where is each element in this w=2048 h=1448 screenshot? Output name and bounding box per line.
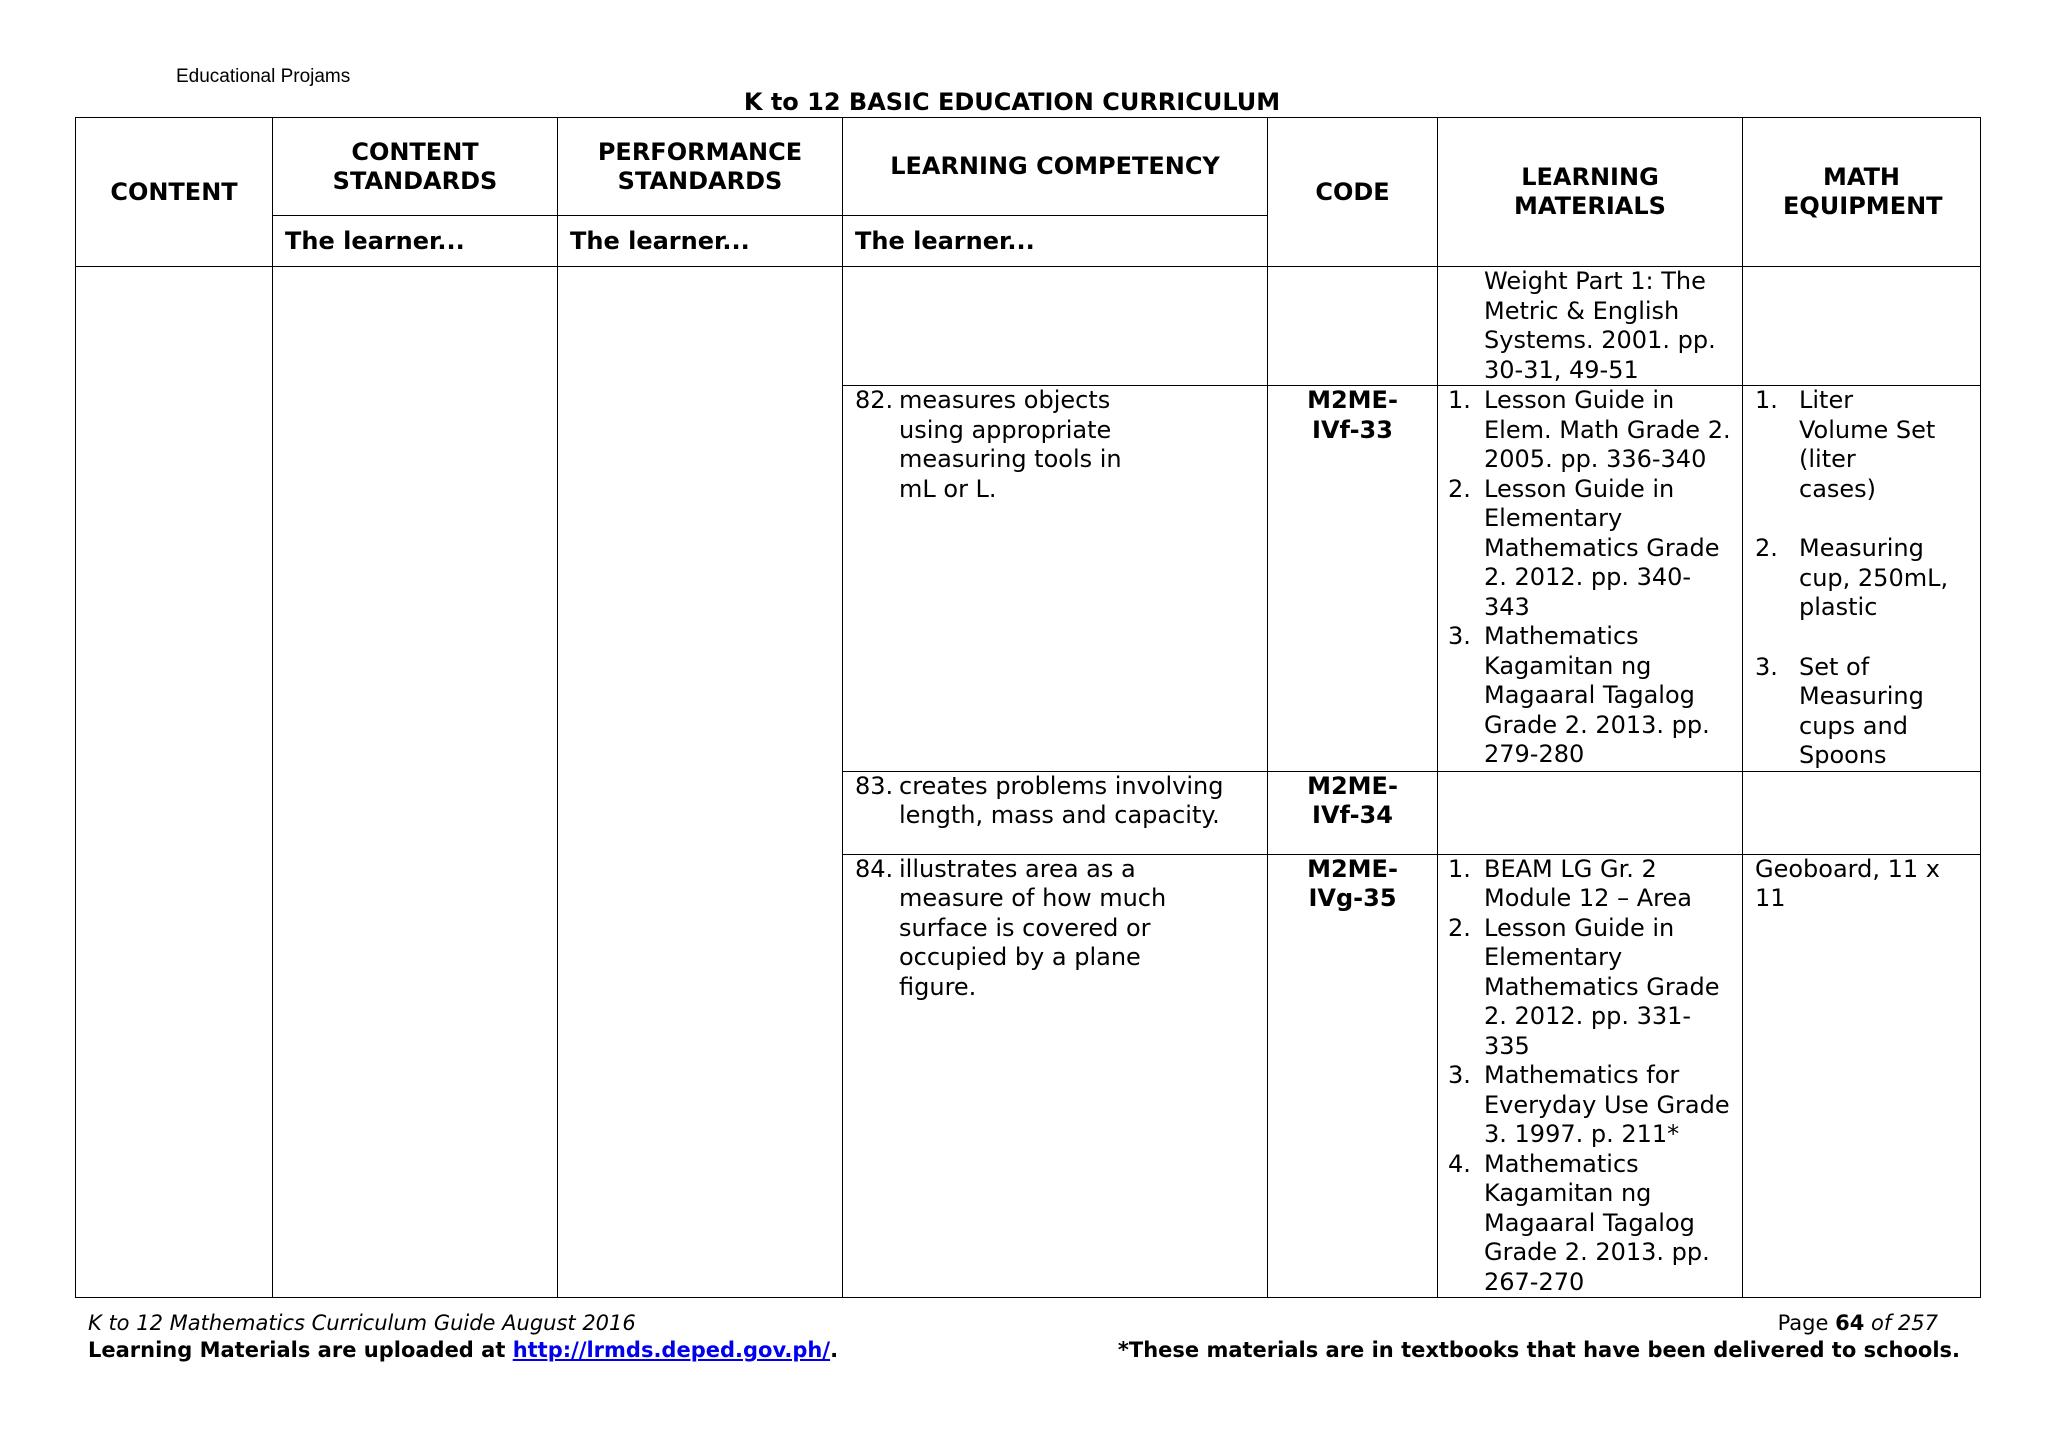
equipment-cell (1743, 267, 1981, 386)
table-row (76, 267, 1981, 386)
code-cell (1268, 771, 1438, 854)
equipment-cell (1743, 854, 1981, 1298)
header-row (76, 118, 1981, 216)
list-item: 1. Lesson Guide in Elem. Math Grade 2. 2005. pp. 336-340 (1448, 386, 1731, 473)
competency-text: creates problems involving length, mass and capacity. (899, 771, 1224, 829)
competency-cell (843, 267, 1268, 386)
competency-text: illustrates area as a measure of how much surface is covered or occupied by a plane figure. (899, 854, 1167, 1001)
competency-code: M2ME-IVg-35 (1307, 854, 1398, 912)
header-code: CODE (1268, 118, 1438, 267)
equipment-cell (1743, 386, 1981, 772)
list-item: 3. Mathematics for Everyday Use Grade 3. 1997. p. 211* (1448, 1061, 1730, 1148)
equipment-cell (1743, 771, 1981, 854)
document-title: K to 12 BASIC EDUCATION CURRICULUM (743, 88, 1281, 116)
list-item: 2. Lesson Guide in Elementary Mathematics Grade 2. 2012. pp. 340-343 (1448, 474, 1720, 621)
materials-continuation: Weight Part 1: The Metric & English Systems. 2001. pp. 30-31, 49-51 (1484, 267, 1716, 384)
content-cell (76, 267, 273, 1298)
list-item: 3. Mathematics Kagamitan ng Magaaral Tagalog Grade 2. 2013. pp. 279-280 (1448, 622, 1710, 768)
lrmds-link[interactable]: http://lrmds.deped.gov.ph/ (512, 1338, 831, 1362)
footer-right (1118, 1310, 1960, 1364)
list-item: 1. Liter Volume Set (liter cases) (1755, 386, 1936, 503)
footer-delivered-note: *These materials are in textbooks that have been delivered to schools. (1117, 1338, 1960, 1362)
code-cell (1268, 854, 1438, 1298)
header-math-equipment: MATH EQUIPMENT (1743, 118, 1981, 267)
list-item: 2. Lesson Guide in Elementary Mathematics Grade 2. 2012. pp. 331-335 (1448, 913, 1720, 1060)
header-learning-competency: LEARNING COMPETENCY (843, 118, 1268, 216)
materials-cell (1438, 386, 1743, 772)
list-item: 2. Measuring cup, 250mL, plastic (1755, 534, 1949, 621)
header-content: CONTENT (76, 118, 273, 267)
list-item: 3. Set of Measuring cups and Spoons (1755, 652, 1924, 769)
competency-number: 84. (855, 854, 894, 883)
footer-guide-title: K to 12 Mathematics Curriculum Guide August 2016 (88, 1311, 636, 1335)
page-number: Page 64 of 257 (1777, 1311, 1938, 1335)
competency-cell (843, 771, 1268, 854)
competency-cell (843, 386, 1268, 772)
footer-left (88, 1310, 838, 1364)
competency-number: 82. (855, 386, 894, 414)
materials-cell (1438, 854, 1743, 1298)
code-cell (1268, 267, 1438, 386)
curriculum-table (75, 117, 1981, 1298)
list-item: 1. BEAM LG Gr. 2 Module 12 – Area (1448, 854, 1692, 912)
code-cell (1268, 386, 1438, 772)
header-content-standards: CONTENT STANDARDS (273, 118, 558, 216)
subheader-learner-competency: The learner... (843, 216, 1268, 267)
header-performance-standards: PERFORMANCE STANDARDS (558, 118, 843, 216)
list-item: 4. Mathematics Kagamitan ng Magaaral Tagalog Grade 2. 2013. pp. 267-270 (1448, 1149, 1710, 1296)
footer-upload-note: Learning Materials are uploaded at http://lrmds.deped.gov.ph/. (88, 1338, 839, 1362)
materials-cell (1438, 267, 1743, 386)
header-learning-materials: LEARNING MATERIALS (1438, 118, 1743, 267)
materials-cell (1438, 771, 1743, 854)
subheader-learner-content-standards: The learner... (273, 216, 558, 267)
equipment-text: Geoboard, 11 x 11 (1755, 854, 1940, 912)
content-standards-cell (273, 267, 558, 1298)
competency-code: M2ME-IVf-33 (1307, 386, 1398, 444)
watermark-text: Educational Projams (176, 66, 351, 87)
competency-number: 83. (855, 771, 894, 800)
competency-code: M2ME-IVf-34 (1307, 771, 1398, 829)
subheader-learner-performance-standards: The learner... (558, 216, 843, 267)
competency-cell (843, 854, 1268, 1298)
competency-text: measures objects using appropriate measuring tools in mL or L. (899, 386, 1122, 503)
performance-standards-cell (558, 267, 843, 1298)
